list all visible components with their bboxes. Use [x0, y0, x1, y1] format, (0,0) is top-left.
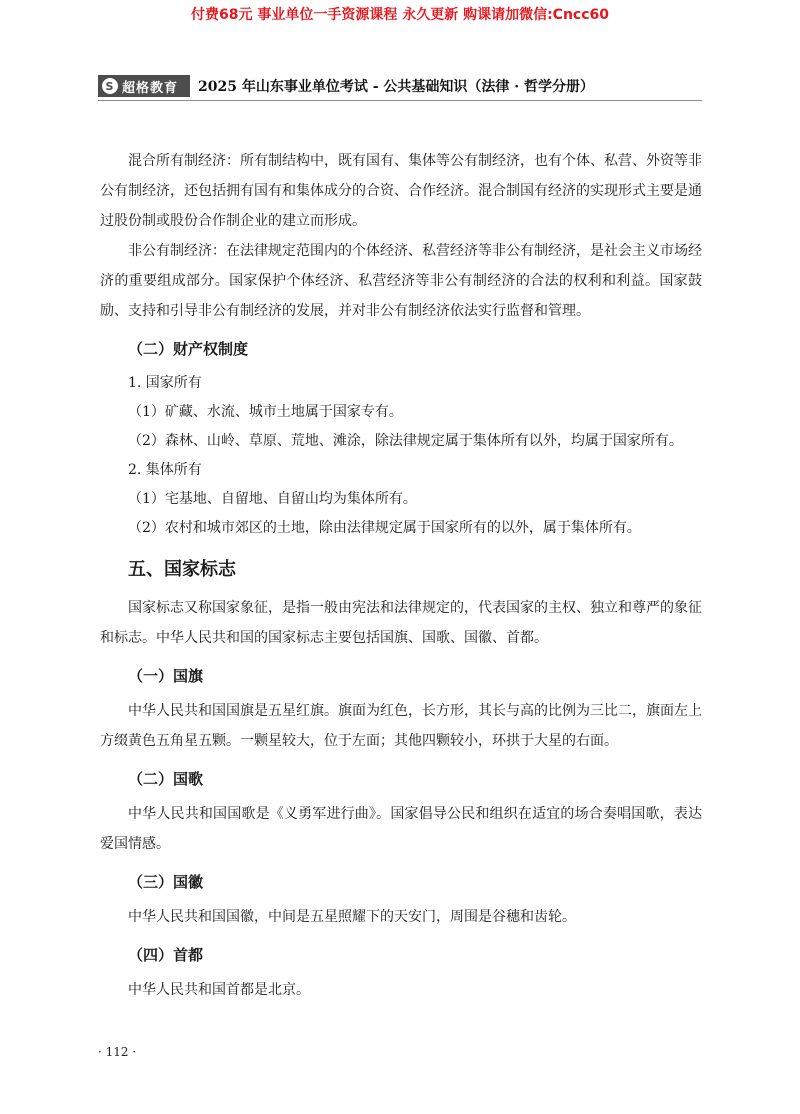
page-body: [100, 146, 702, 1005]
paragraph-flag: 中华人民共和国国旗是五星红旗。旗面为红色，长方形，其长与高的比例为三比二，旗面左上方缀黄色五角星五颗。一颗星较大，位于左面；其他四颗较小，环拱于大星的右面。: [100, 703, 702, 749]
page-number: · 112 ·: [98, 1045, 137, 1059]
list-item: （1）矿藏、水流、城市土地属于国家专有。: [128, 404, 403, 420]
heading-property-rights: （二）财产权制度: [128, 340, 249, 358]
paragraph-capital: 中华人民共和国首都是北京。: [128, 982, 310, 998]
heading-anthem: （二）国歌: [128, 770, 204, 788]
paragraph-anthem: 中华人民共和国国歌是《义勇军进行曲》。国家倡导公民和组织在适宜的场合奏唱国歌，表达爱国情感。: [100, 806, 702, 852]
list-item: （1）宅基地、自留地、自留山均为集体所有。: [128, 491, 417, 507]
list-item: （2）森林、山岭、草原、荒地、滩涂，除法律规定属于集体所有以外，均属于国家所有。: [128, 433, 683, 449]
paragraph-national-symbols: 国家标志又称国家象征，是指一般由宪法和法律规定的，代表国家的主权、独立和尊严的象征和标志。中华人民共和国的国家标志主要包括国旗、国歌、国徽、首都。: [100, 600, 702, 646]
heading-state-owned: 1. 国家所有: [128, 375, 202, 391]
logo-text: 超格教育: [122, 80, 179, 96]
promo-banner: 付费68元 事业单位一手资源课程 永久更新 购课请加微信:Cncc60: [190, 7, 610, 23]
heading-collective: 2. 集体所有: [128, 462, 202, 478]
header-divider: [98, 100, 702, 101]
brand-logo: [98, 75, 190, 97]
paragraph-non-public-economy: 非公有制经济：在法律规定范围内的个体经济、私营经济等非公有制经济，是社会主义市场经济的重要组成部分。国家保护个体经济、私营经济等非公有制经济的合法的权利和利益。国家鼓励、支持和引导非公有制经济的发展，并对非公有制经济依法实行监督和管理。: [100, 243, 702, 319]
header-title: 2025 年山东事业单位考试 - 公共基础知识（法律 · 哲学分册）: [198, 79, 595, 95]
list-item: （2）农村和城市郊区的土地，除由法律规定属于国家所有的以外，属于集体所有。: [128, 520, 641, 536]
page-header: [98, 75, 702, 97]
heading-flag: （一）国旗: [128, 667, 204, 685]
section-heading-national-symbols: 五、国家标志: [128, 559, 236, 580]
paragraph-emblem: 中华人民共和国国徽，中间是五星照耀下的天安门，周围是谷穗和齿轮。: [128, 909, 576, 925]
heading-emblem: （三）国徽: [128, 873, 204, 891]
heading-capital: （四）首都: [128, 946, 204, 964]
paragraph-mixed-ownership: 混合所有制经济：所有制结构中，既有国有、集体等公有制经济，也有个体、私营、外资等非公有制经济，还包括拥有国有和集体成分的合资、合作经济。混合制国有经济的实现形式主要是通过股份制或股份合作制企业的建立而形成。: [100, 153, 702, 229]
logo-icon: S: [102, 78, 118, 94]
